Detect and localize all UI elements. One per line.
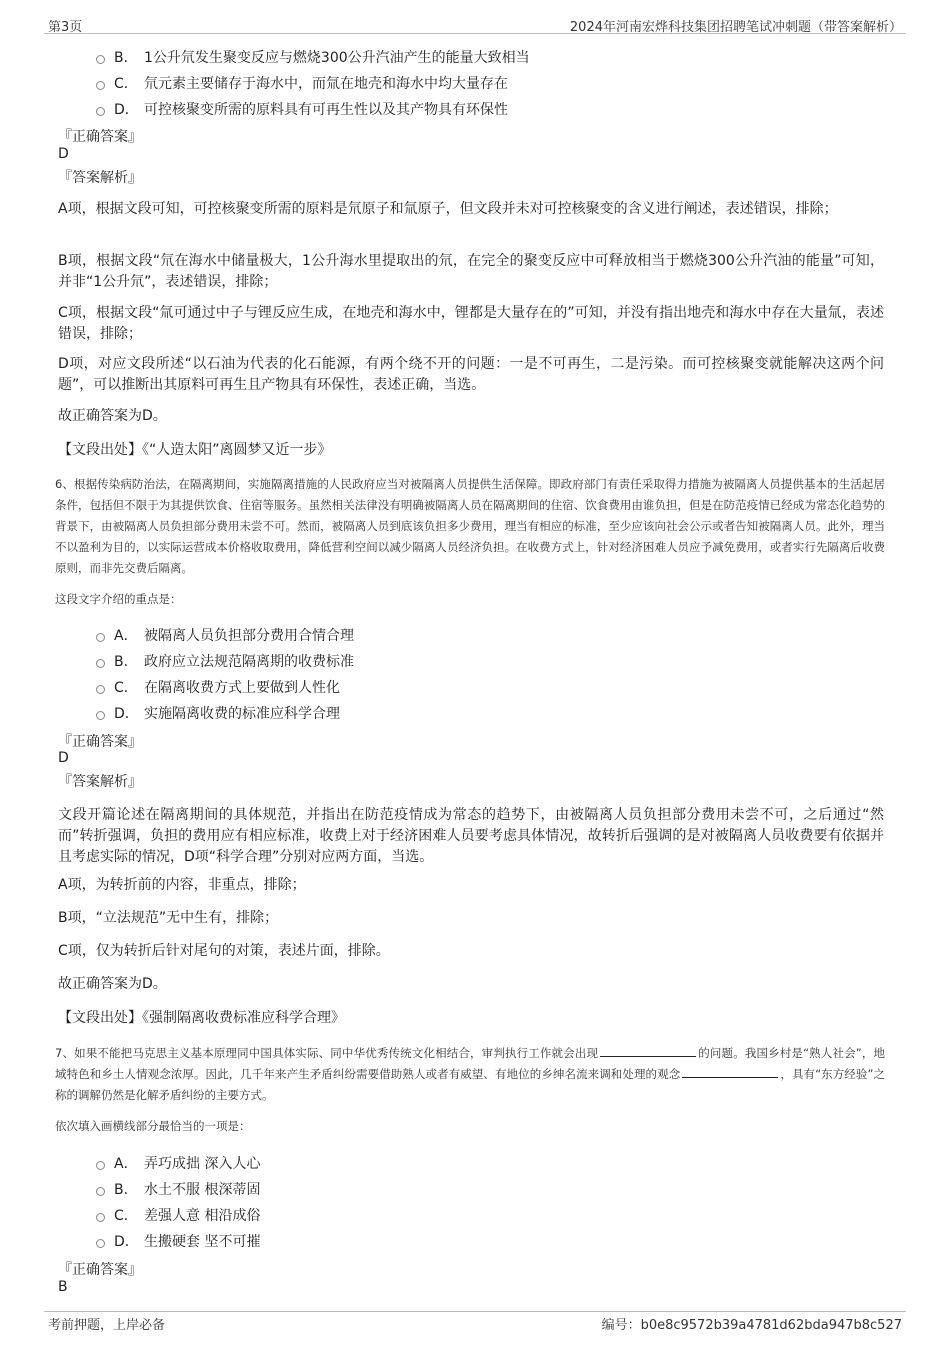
q6-analysis-label: 『答案解析』 [58, 774, 142, 790]
option-text: 生搬硬套 坚不可摧 [144, 1234, 261, 1250]
radio-icon[interactable] [96, 711, 105, 720]
q6-option-c[interactable] [96, 677, 340, 697]
q7-question: 依次填入画横线部分最恰当的一项是： [55, 1119, 251, 1133]
q7-answer: B [58, 1279, 68, 1295]
q5-conclusion: 故正确答案为D。 [58, 408, 167, 424]
option-text: 被隔离人员负担部分费用合情合理 [144, 628, 354, 644]
q5-analysis-c: C项，根据文段“氚可通过中子与锂反应生成，在地壳和海水中，锂都是大量存在的”可知，并没有指出地壳和海水中存在大量氚，表述错误，排除； [58, 305, 884, 342]
option-letter: B． [114, 654, 138, 670]
option-text: 水土不服 根深蒂固 [144, 1182, 261, 1198]
q5-analysis-b: B项，根据文段“氘在海水中储量极大，1公升海水里提取出的氘，在完全的聚变反应中可释放相当于燃烧300公升汽油的能量”可知，并非“1公升氘”，表述错误，排除； [58, 253, 884, 290]
option-letter: D． [114, 706, 139, 722]
option-text: 政府应立法规范隔离期的收费标准 [144, 654, 354, 670]
fill-blank-1 [600, 1044, 696, 1057]
q6-option-b[interactable] [96, 651, 354, 671]
option-letter: C． [114, 680, 138, 696]
radio-icon[interactable] [96, 107, 105, 116]
option-text: 实施隔离收费的标准应科学合理 [144, 706, 340, 722]
page-number: 第3页 [48, 20, 83, 35]
q5-analysis-a: A项，根据文段可知，可控核聚变所需的原料是氘原子和氚原子，但文段并未对可控核聚变的含义进行阐述，表述错误，排除； [58, 201, 838, 217]
q5-analysis-label: 『答案解析』 [58, 170, 142, 186]
radio-icon[interactable] [96, 659, 105, 668]
option-letter: D． [114, 102, 139, 118]
q7-option-d[interactable] [96, 1231, 260, 1251]
option-letter: D． [114, 1234, 139, 1250]
q6-source: 【文段出处】《强制隔离收费标准应科学合理》 [58, 1010, 345, 1026]
option-text: 在隔离收费方式上要做到人性化 [144, 680, 340, 696]
option-letter: C． [114, 76, 138, 92]
q6-option-d[interactable] [96, 703, 340, 723]
q7-answer-label: 『正确答案』 [58, 1262, 142, 1278]
option-letter: A． [114, 1156, 138, 1172]
radio-icon[interactable] [96, 1239, 105, 1248]
q5-answer-label: 『正确答案』 [58, 129, 142, 145]
option-text: 氘元素主要储存于海水中，而氚在地壳和海水中均大量存在 [144, 76, 508, 92]
q5-answer: D [58, 146, 69, 162]
option-letter: B． [114, 50, 138, 66]
q7-stem-part2: 的问题。我国乡村是“熟人社会”，地域特色和乡土人情观念浓厚。因此，几千年来产生矛盾纠纷需要借助熟人或者有威望、有地位的乡绅名流来调和处理的观念 [55, 1046, 885, 1081]
q7-option-c[interactable] [96, 1205, 260, 1225]
q7-stem-part3: ，具有“东方经验”之称的调解仍然是化解矛盾纠纷的主要方式。 [55, 1067, 885, 1102]
q6-answer-label: 『正确答案』 [58, 734, 142, 750]
option-letter: C． [114, 1208, 138, 1224]
q5-source: 【文段出处】《“人造太阳”离圆梦又近一步》 [58, 442, 332, 458]
q6-analysis-main: 文段开篇论述在隔离期间的具体规范，并指出在防范疫情成为常态的趋势下，由被隔离人员负担部分费用未尝不可，之后通过“然而”转折强调，负担的费用应有相应标准，收费上对于经济困难人员要考虑具体情况，故转折后强调的是对被隔离人员收费要有依据并且考虑实际的情况，D项“科学合理”分别对应两方面，当选。 [58, 807, 884, 865]
q7-stem [55, 1043, 885, 1106]
option-text: 可控核聚变所需的原料具有可再生性以及其产物具有环保性 [144, 102, 508, 118]
q5-option-d[interactable] [96, 99, 508, 119]
radio-icon[interactable] [96, 1187, 105, 1196]
option-text: 差强人意 相沿成俗 [144, 1208, 261, 1224]
q6-analysis-c: C项，仅为转折后针对尾句的对策，表述片面，排除。 [58, 943, 390, 959]
q6-analysis-a: A项，为转折前的内容，非重点，排除； [58, 877, 306, 893]
radio-icon[interactable] [96, 685, 105, 694]
q7-stem-part1: 7、如果不能把马克思主义基本原理同中国具体实际、同中华优秀传统文化相结合，审判执行工作就会出现 [55, 1046, 599, 1060]
footer-divider [44, 1311, 906, 1312]
q6-stem: 6、根据传染病防治法，在隔离期间，实施隔离措施的人民政府应当对被隔离人员提供生活保障。即政府部门有责任采取得力措施为被隔离人员提供基本的生活起居条件，包括但不限于为其提供饮食、住宿等服务。虽然相关法律没有明确被隔离人员在隔离期间的住宿、饮食费用由谁负担，但是在防范疫情已经成为常态化趋势的背景下，由被隔离人员负担部分费用未尝不可。然而，被隔离人员到底该负担多少费用，理当有相应的标准，至少应该向社会公示或者告知被隔离人员。此外，理当不以盈利为目的，以实际运营成本价格收取费用，降低营利空间以减少隔离人员经济负担。在收费方式上，针对经济困难人员应予减免费用，或者实行先隔离后收费原则，而非先交费后隔离。 [55, 477, 885, 575]
q5-option-c[interactable] [96, 73, 508, 93]
footer-slogan: 考前押题，上岸必备 [48, 1318, 166, 1333]
option-letter: B． [114, 1182, 138, 1198]
radio-icon[interactable] [96, 81, 105, 90]
radio-icon[interactable] [96, 55, 105, 64]
q7-option-b[interactable] [96, 1179, 260, 1199]
q6-answer: D [58, 750, 69, 766]
document-code: 编号：b0e8c9572b39a4781d62bda947b8c527 [601, 1318, 902, 1333]
q6-conclusion: 故正确答案为D。 [58, 976, 167, 992]
q5-option-b[interactable] [96, 47, 530, 67]
q7-option-a[interactable] [96, 1153, 260, 1173]
header-divider [44, 33, 906, 34]
q6-question: 这段文字介绍的重点是： [55, 592, 182, 606]
radio-icon[interactable] [96, 1213, 105, 1222]
q6-analysis-b: B项，“立法规范”无中生有，排除； [58, 910, 279, 926]
option-letter: A． [114, 628, 138, 644]
option-text: 1公升氘发生聚变反应与燃烧300公升汽油产生的能量大致相当 [144, 50, 530, 66]
q5-analysis-d: D项，对应文段所述“以石油为代表的化石能源，有两个绕不开的问题：一是不可再生，二是污染。而可控核聚变就能解决这两个问题”，可以推断出其原料可再生且产物具有环保性，表述正确，当选。 [58, 356, 884, 393]
radio-icon[interactable] [96, 1161, 105, 1170]
option-text: 弄巧成拙 深入人心 [144, 1156, 261, 1172]
fill-blank-2 [682, 1065, 778, 1078]
document-title: 2024年河南宏烨科技集团招聘笔试冲刺题（带答案解析） [569, 20, 902, 35]
radio-icon[interactable] [96, 633, 105, 642]
q6-option-a[interactable] [96, 625, 354, 645]
